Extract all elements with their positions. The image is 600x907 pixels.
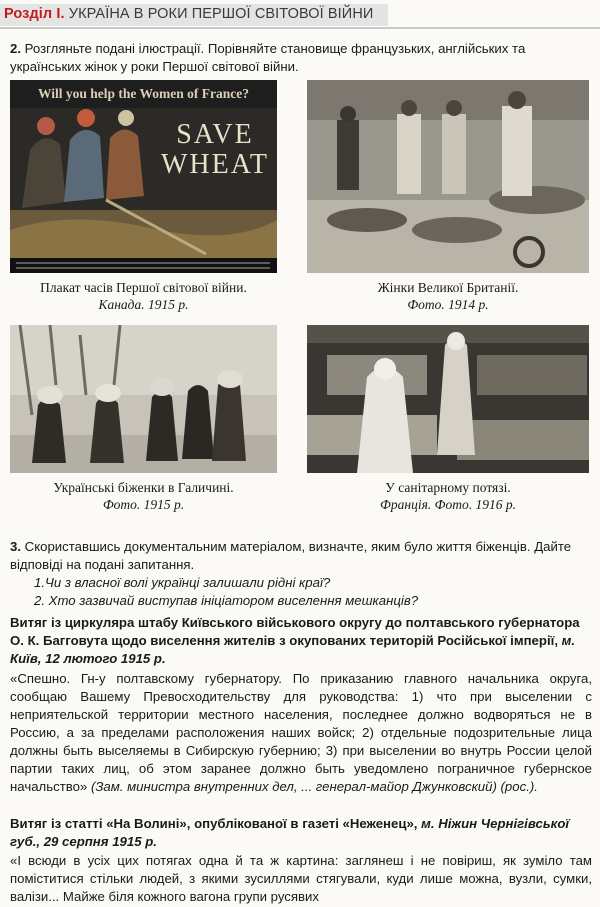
document-heading-text: Витяг із циркуляра штабу Київського військового округу до полтавського губернатора О. К. Багговута щодо виселення жителів з окупованих територій Російської імперії, — [10, 615, 580, 648]
task-number: 3. — [10, 539, 21, 554]
caption-text: У санітарному потязі. — [385, 480, 511, 495]
sanitary-train-photo — [307, 325, 589, 473]
question-list — [34, 574, 418, 610]
section-title: УКРАЇНА В РОКИ ПЕРШОЇ СВІТОВОЇ ВІЙНИ — [68, 6, 374, 22]
figure-caption — [307, 479, 589, 513]
document-heading-place: м. Київ, 12 лютого 1915 р. — [10, 633, 576, 666]
question-item: 1.Чи з власної волі українці залишали рідні краї? — [34, 575, 331, 590]
figure-caption — [307, 279, 589, 313]
document-quote — [10, 852, 592, 906]
task-text: Розгляньте подані ілюстрації. Порівняйте становище французьких, англійських та українських жінок у роки Першої світової війни. — [10, 41, 526, 74]
document-quote — [10, 670, 592, 796]
document-heading — [10, 815, 592, 851]
poster-slogan-line-2: WHEAT — [161, 149, 269, 180]
quote-attribution: (Зам. министра внутренних дел, ... генерал-майор Джунковский) (рос.). — [90, 779, 538, 794]
photo-illustration — [307, 80, 589, 273]
poster-image — [10, 80, 277, 273]
caption-text: Жінки Великої Британії. — [377, 280, 519, 295]
question-item: 2. Хто зазвичай виступав ініціатором виселення мешканців? — [34, 593, 419, 608]
caption-text: Плакат часів Першої світової війни. — [40, 280, 247, 295]
caption-source: Фото. 1915 р. — [102, 497, 185, 512]
caption-text: Українські біженки в Галичині. — [53, 480, 234, 495]
quote-text: «І всюди в усіх цих потягах одна й та ж картина: заглянеш і не повіриш, як зуміло там поміститися стільки людей, з якими зусиллями стягували, куди лише можна, вузли, сумки, валізи... Майже біля кожного вагона групи русявих — [10, 853, 592, 904]
women-britain-photo — [307, 80, 589, 273]
header-title — [4, 6, 373, 22]
document-heading-text: Витяг із статті «На Волині», опублікованої в газеті «Неженец», — [10, 816, 418, 831]
poster-heading: Will you help the Women of France? — [37, 86, 249, 101]
caption-source: Канада. 1915 р. — [98, 297, 189, 312]
refugees-galicia-photo — [10, 325, 277, 473]
task-number: 2. — [10, 41, 21, 56]
poster-slogan — [160, 120, 270, 180]
task-text: Скориставшись документальним матеріалом, визначте, яким було життя біженців. Дайте відповіді на подані запитання. — [10, 539, 572, 572]
caption-source: Франція. Фото. 1916 р. — [380, 497, 516, 512]
document-heading-place: м. Ніжин Чернігівської губ., 29 серпня 1915 р. — [10, 816, 570, 849]
page-header — [0, 0, 600, 28]
header-divider — [0, 27, 600, 29]
photo-illustration — [10, 325, 277, 473]
poster-slogan-line-1: SAVE — [176, 119, 254, 150]
quote-text: «Спешно. Гн-у полтавскому губернатору. По приказанию главного начальника округа, сообщаю Вашему Превосходительству для руководства: 1) что при выселении с неприятельской территории местного населения, последнее должно водворяться не в Россию, а за пределами расположения наших войск; 2) отдельные подозрительные лица должны быть выселяемы в Сибирскую губернию; 3) при выселении во внутрь России целой партии таких лиц, об этом заранее должно быть уведомлено пограничное губернское начальство» — [10, 671, 592, 794]
section-label: Розділ I. — [4, 6, 65, 22]
task-3 — [10, 538, 592, 574]
caption-source: Фото. 1914 р. — [407, 297, 489, 312]
photo-illustration — [307, 325, 589, 473]
figure-caption — [10, 279, 277, 313]
figure-caption — [10, 479, 277, 513]
task-2 — [10, 40, 592, 76]
document-heading — [10, 614, 592, 668]
